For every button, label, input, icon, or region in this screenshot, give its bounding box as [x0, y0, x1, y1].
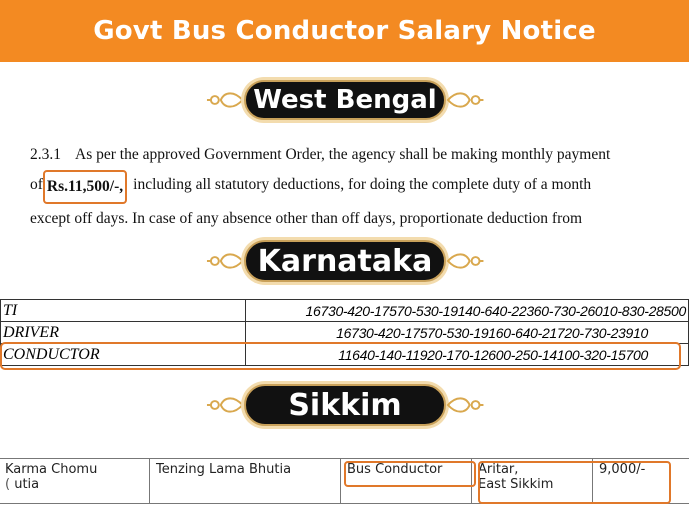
- name-line-1: Karma Chomu: [5, 462, 98, 477]
- line2-suffix: including all statutory deductions, for doing the complete duty of a month: [133, 176, 592, 193]
- clause-number: 2.3.1: [30, 146, 61, 163]
- designation-cell: Bus Conductor: [341, 459, 472, 504]
- west-bengal-paragraph: [30, 140, 684, 234]
- paragraph-line-3: [30, 204, 684, 234]
- role-cell: CONDUCTOR: [1, 344, 246, 366]
- table-row: [1, 322, 689, 344]
- pay-scale-cell: 16730-420-17570-530-19160-640-21720-730-23910: [246, 322, 689, 344]
- header-bar: [0, 0, 689, 62]
- salary-cell: 9,000/-: [593, 459, 689, 504]
- section-title-west-bengal: West Bengal: [244, 80, 445, 120]
- name-line-2-text: utia: [14, 477, 40, 492]
- ornament-left-icon: [205, 248, 244, 274]
- ornament-left-icon: [205, 87, 244, 113]
- page-title: Govt Bus Conductor Salary Notice: [93, 16, 596, 46]
- west-bengal-banner: [205, 78, 485, 122]
- location-line-1: Aritar,: [478, 462, 519, 477]
- pay-scale-cell: 11640-140-11920-170-12600-250-14100-320-15700: [246, 344, 689, 366]
- salary-amount-highlight: Rs.11,500/-,: [43, 170, 127, 204]
- paragraph-line-1-text: [75, 140, 684, 170]
- line3-text: except off days. In case of any absence other than off days, proportionate deduction from: [30, 210, 583, 227]
- role-cell: TI: [1, 300, 246, 322]
- sikkim-banner: [205, 382, 485, 428]
- guardian-cell: Tenzing Lama Bhutia: [150, 459, 341, 504]
- paragraph-line-1: [30, 140, 684, 170]
- ornament-right-icon: [446, 87, 485, 113]
- section-title-sikkim: Sikkim: [244, 384, 445, 426]
- location-line-2: East Sikkim: [478, 477, 554, 492]
- ornament-right-icon: [446, 392, 485, 418]
- pay-scale-cell: 16730-420-17570-530-19140-640-22360-730-26010-830-28500: [246, 300, 689, 322]
- conductor-row-highlight: [0, 342, 681, 370]
- table-row: [1, 300, 689, 322]
- designation-highlight: [344, 461, 476, 487]
- ornament-left-icon: [205, 392, 244, 418]
- paragraph-line-2: [30, 170, 684, 204]
- name-line-2: ( utia: [5, 477, 40, 492]
- ornament-right-icon: [446, 248, 485, 274]
- name-cell: [0, 459, 150, 504]
- role-cell: DRIVER: [1, 322, 246, 344]
- line1-text: As per the approved Government Order, the agency shall be making monthly payment: [75, 146, 611, 163]
- section-title-karnataka: Karnataka: [244, 240, 445, 282]
- karnataka-banner: [205, 238, 485, 284]
- salary-highlight: [478, 461, 671, 504]
- line2-prefix: of: [30, 176, 43, 193]
